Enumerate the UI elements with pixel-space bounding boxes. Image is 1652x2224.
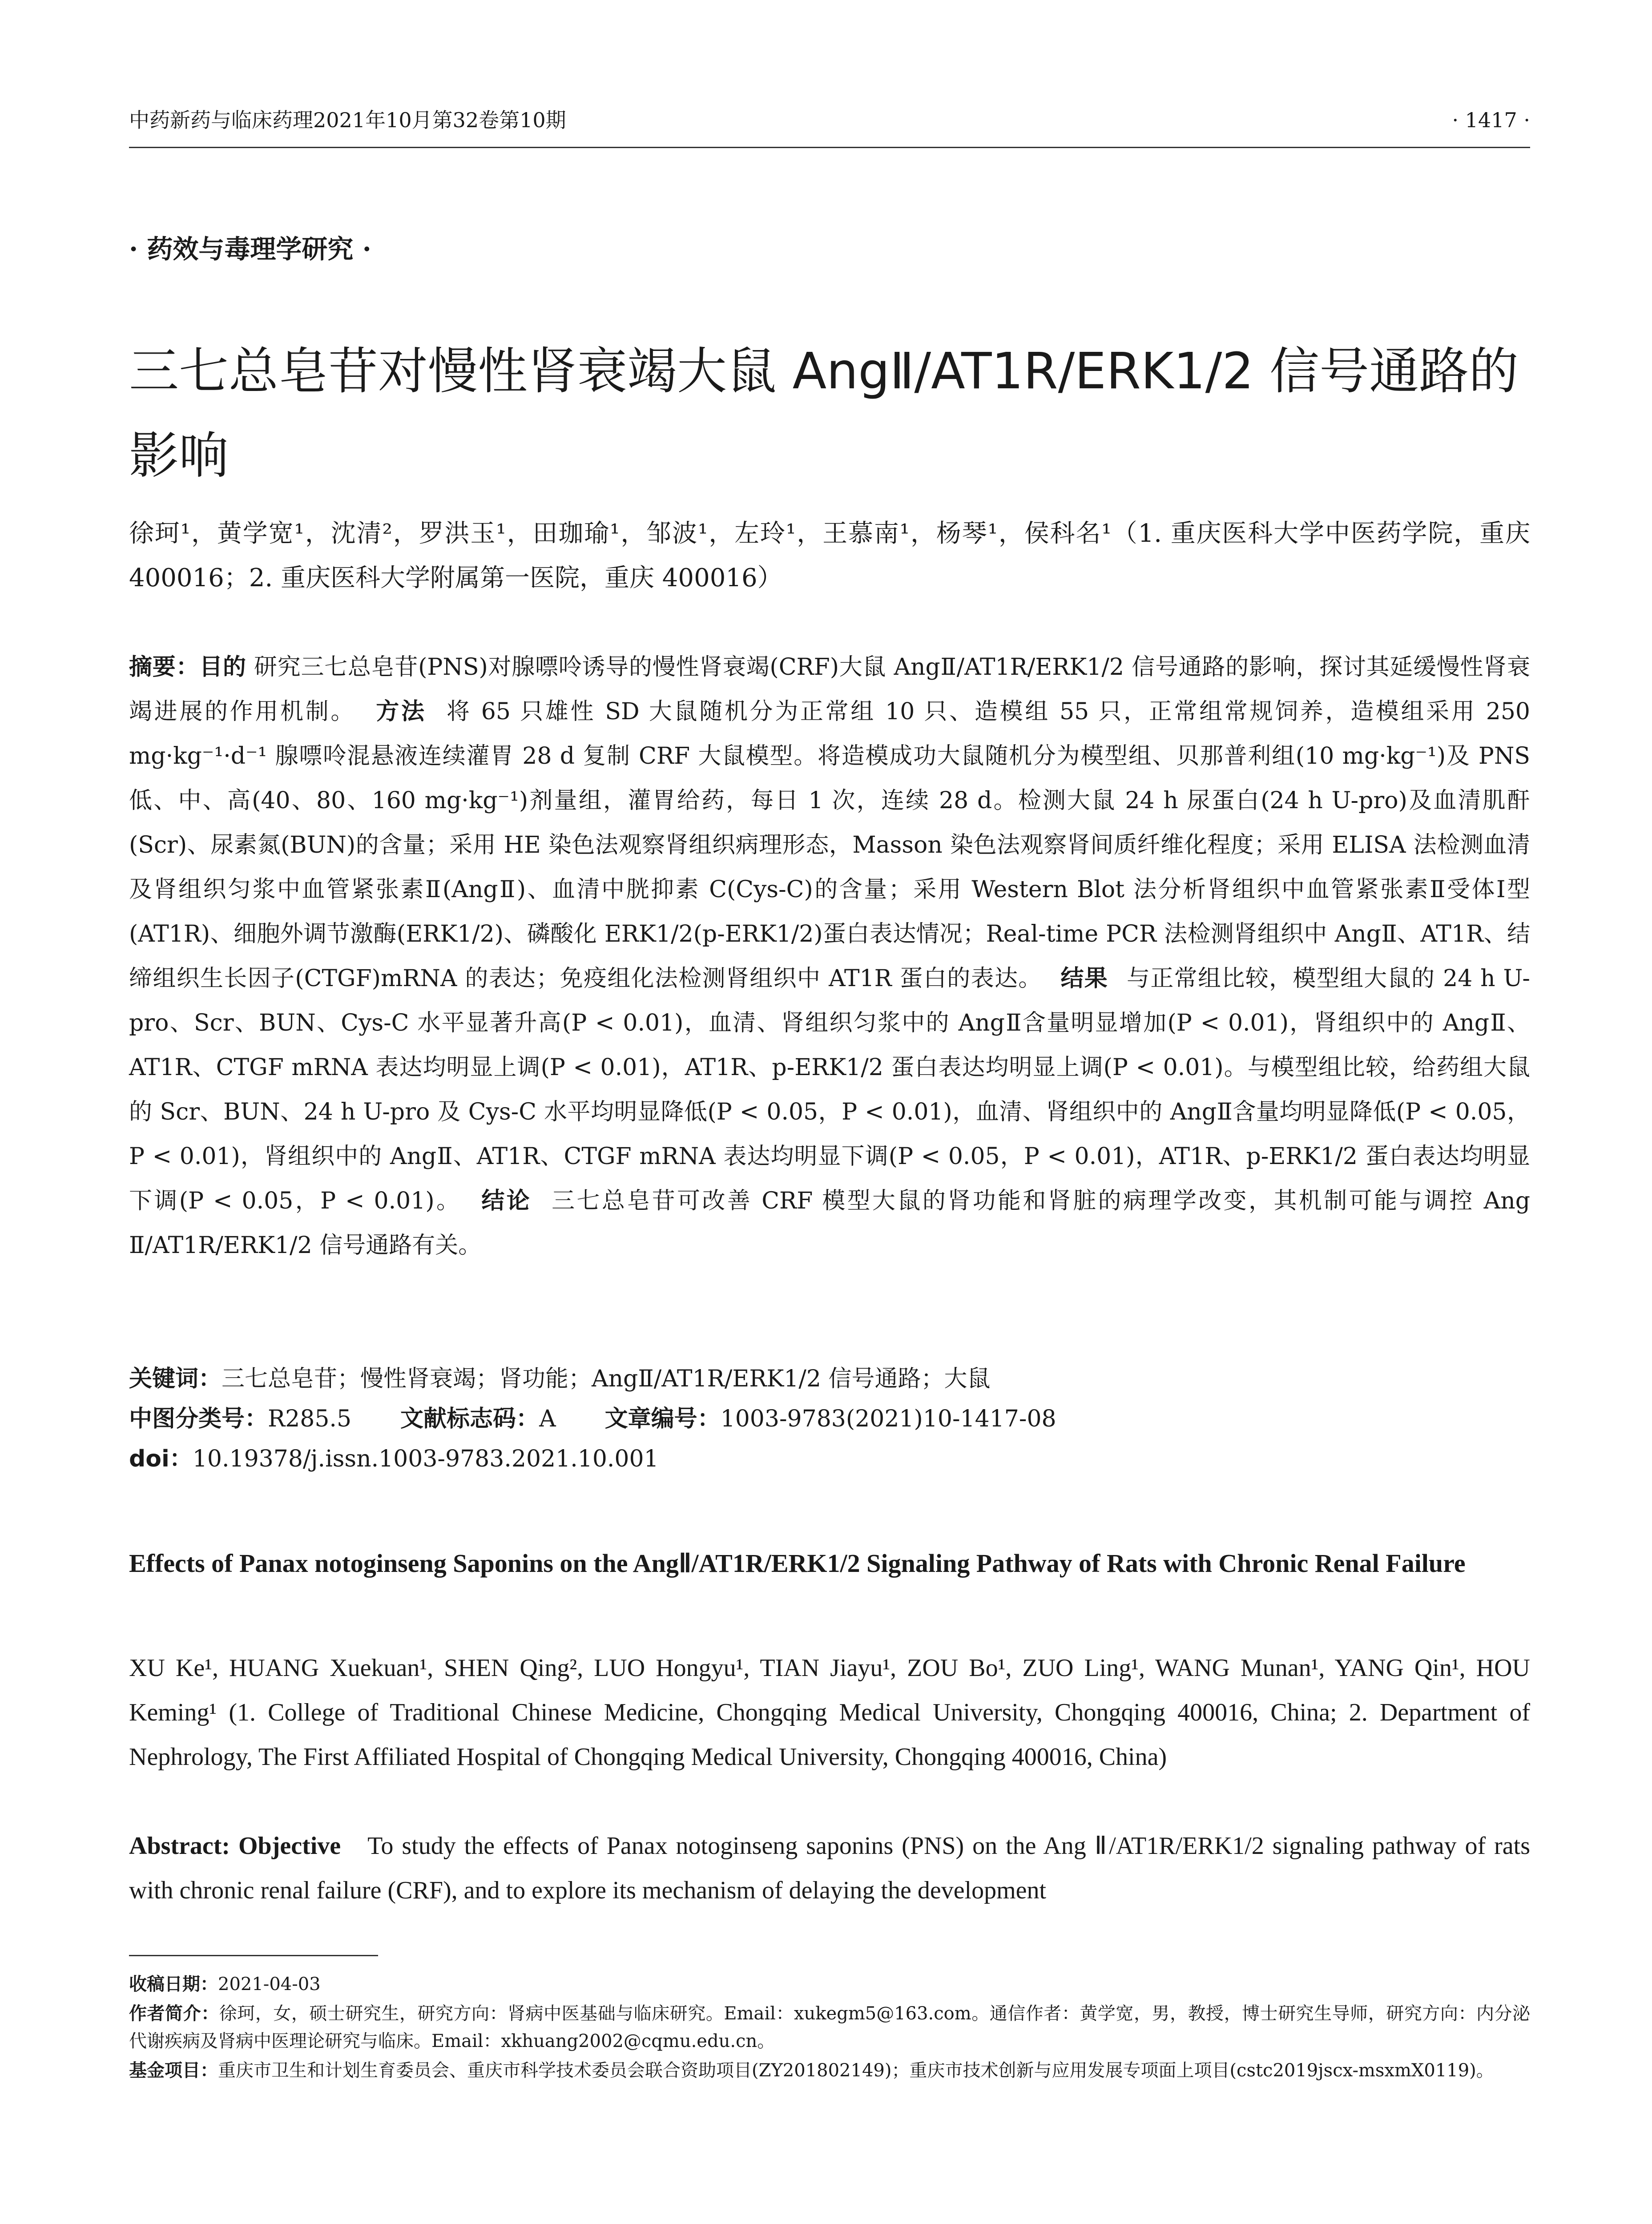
classification-line [129,1401,1530,1437]
conclusion-label: 结论 [481,1188,532,1214]
author-bio [129,2000,1530,2055]
doc-code-label: 文献标志码： [400,1406,540,1432]
doi-label: doi： [129,1446,193,1472]
funding [129,2057,1530,2084]
article-title-cn: 三七总皂苷对慢性肾衰竭大鼠 AngⅡ/AT1R/ERK1/2 信号通路的影响 [129,342,1519,485]
abstract-cn [129,645,1530,1268]
footnote-divider [129,1955,378,1956]
article-number-value: 1003-9783(2021)10-1417-08 [720,1406,1056,1432]
results-label: 结果 [1060,965,1108,992]
running-head [129,107,1530,133]
methods-label: 方法 [376,698,427,725]
objective-label: 目的 [199,654,246,681]
received-value: 2021-04-03 [218,1974,321,1994]
clc-label: 中图分类号： [129,1406,268,1432]
abstract-en-label: Abstract: [129,1832,230,1860]
article-number-label: 文章编号： [604,1406,721,1432]
funding-label: 基金项目： [129,2060,218,2081]
journal-name: 中药新药与临床药理2021年10月第32卷第10期 [129,108,566,132]
section-tag: · 药效与毒理学研究 · [129,234,371,264]
methods-text: 将 65 只雄性 SD 大鼠随机分为正常组 10 只、造模组 55 只，正常组常规饲养，造模组采用 250 mg·kg⁻¹·d⁻¹ 腺嘌呤混悬液连续灌胃 28 d 复制 CRF 大鼠模型。将造模成功大鼠随机分为模型组、贝那普利组(10 mg·kg⁻¹)及 PNS 低、中、高(40、80、160 mg·kg⁻¹)剂量组，灌胃给药，每日 1 次，连续 28 d。检测大鼠 24 h 尿蛋白(24 h U-pro)及血清肌酐(Scr)、尿素氮(BUN)的含量；采用 HE 染色法观察肾组织病理形态，Masson 染色法观察肾间质纤维化程度；采用 ELISA 法检测血清及肾组织匀浆中血管紧张素Ⅱ(AngⅡ)、血清中胱抑素 C(Cys-C)的含量；采用 Western Blot 法分析肾组织中血管紧张素Ⅱ受体Ⅰ型(AT1R)、细胞外调节激酶(ERK1/2)、磷酸化 ERK1/2(p-ERK1/2)蛋白表达情况；Real-time PCR 法检测肾组织中 AngⅡ、AT1R、结缔组织生长因子(CTGF)mRNA 的表达；免疫组化法检测肾组织中 AT1R 蛋白的表达。 [129,698,1531,992]
keywords-label: 关键词： [129,1366,222,1392]
conclusion-text: 三七总皂苷可改善 CRF 模型大鼠的肾功能和肾脏的病理学改变，其机制可能与调控 Ang Ⅱ/AT1R/ERK1/2 信号通路有关。 [129,1188,1530,1259]
author-bio-text: 徐珂，女，硕士研究生，研究方向：肾病中医基础与临床研究。Email：xukegm5@163.com。通信作者：黄学宽，男，教授，博士研究生导师，研究方向：内分泌代谢疾病及肾病中医理论研究与临床。Email：xkhuang2002@cqmu.edu.cn。 [129,2003,1530,2051]
keywords-value: 三七总皂苷；慢性肾衰竭；肾功能；AngⅡ/AT1R/ERK1/2 信号通路；大鼠 [222,1366,991,1392]
funding-text: 重庆市卫生和计划生育委员会、重庆市科学技术委员会联合资助项目(ZY201802149)；重庆市技术创新与应用发展专项面上项目(cstc2019jscx-msxmX0119)。 [218,2060,1494,2081]
doc-code-value: A [539,1406,556,1432]
author-bio-label: 作者简介： [129,2003,219,2024]
objective-text: 研究三七总皂苷(PNS)对腺嘌呤诱导的慢性肾衰竭(CRF)大鼠 AngⅡ/AT1R/ERK1/2 信号通路的影响，探讨其延缓慢性肾衰竭进展的作用机制。 [129,654,1531,725]
objective-en-text: To study the effects of Panax notoginseng saponins (PNS) on the Ang Ⅱ/AT1R/ERK1/2 signaling pathway of rats with chronic renal failure (CRF), and to explore its mechanism of delaying the development [129,1832,1531,1904]
footnotes [129,1970,1530,2086]
author-list-en: XU Ke¹, HUANG Xuekuan¹, SHEN Qing², LUO Hongyu¹, TIAN Jiayu¹, ZOU Bo¹, ZUO Ling¹, WANG Munan¹, YANG Qin¹, HOU Keming¹ (1. College of Traditional Chinese Medicine, Chongqing Medical University, Chongqing 400016, China; 2. Department of Nephrology, The First Affiliated Hospital of Chongqing Medical University, Chongqing 400016, China) [129,1654,1530,1771]
doi-line [129,1441,1530,1477]
header-divider [129,147,1530,148]
doi-value: 10.19378/j.issn.1003-9783.2021.10.001 [192,1446,659,1472]
objective-en-label: Objective [238,1832,341,1860]
article-title-en: Effects of Panax notoginseng Saponins on the AngⅡ/AT1R/ERK1/2 Signaling Pathway of Rats with Chronic Renal Failure [129,1549,1466,1578]
abstract-en [129,1824,1530,1913]
page-number: · 1417 · [1452,108,1530,132]
keywords-line [129,1361,1530,1397]
clc-value: R285.5 [268,1406,352,1432]
results-text: 与正常组比较，模型组大鼠的 24 h U-pro、Scr、BUN、Cys-C 水平显著升高(P < 0.01)，血清、肾组织匀浆中的 AngⅡ含量明显增加(P < 0.01)，肾组织中的 AngⅡ、AT1R、CTGF mRNA 表达均明显上调(P < 0.01)，AT1R、p-ERK1/2 蛋白表达均明显上调(P < 0.01)。与模型组比较，给药组大鼠的 Scr、BUN、24 h U-pro 及 Cys-C 水平均明显降低(P < 0.05，P < 0.01)，血清、肾组织中的 AngⅡ含量均明显降低(P < 0.05，P < 0.01)，肾组织中的 AngⅡ、AT1R、CTGF mRNA 表达均明显下调(P < 0.05，P < 0.01)，AT1R、p-ERK1/2 蛋白表达均明显下调(P < 0.05，P < 0.01)。 [129,965,1530,1214]
abstract-label: 摘要： [129,654,200,681]
received-date [129,1970,1530,1998]
received-label: 收稿日期： [129,1974,218,1994]
author-list-cn: 徐珂¹，黄学宽¹，沈清²，罗洪玉¹，田珈瑜¹，邹波¹，左玲¹，王慕南¹，杨琴¹，侯科名¹（1. 重庆医科大学中医药学院，重庆 400016；2. 重庆医科大学附属第一医院，重庆 400016） [129,519,1530,592]
